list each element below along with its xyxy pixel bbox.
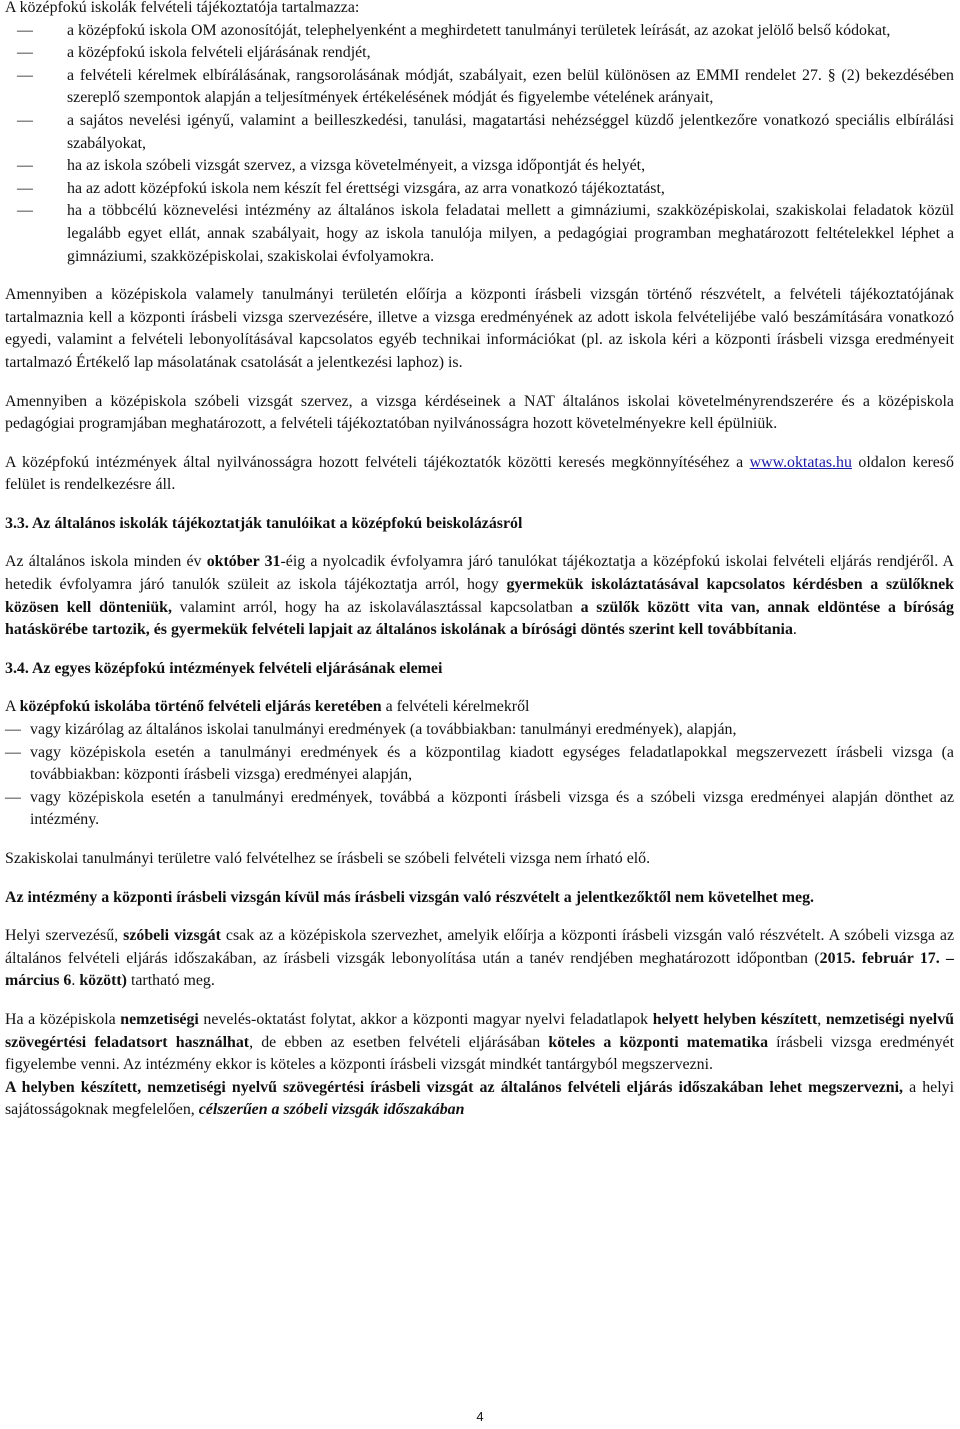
list-item: — a középfokú iskola felvételi eljárásának rendjét, — [5, 42, 954, 65]
text: , de ebben az esetben felvételi eljárásában — [249, 1033, 549, 1051]
text: Ha a középiskola — [5, 1010, 121, 1028]
paragraph-local-oral-exam — [5, 925, 954, 993]
list-item: — a felvételi kérelmek elbírálásának, rangsorolásának módját, szabályait, ezen belül különösen az EMMI rendelet 27. § (2) bekezdésében szereplő szempontok alapján a teljesítmények értékelésének módját és figyelembe vételének arányait, — [5, 65, 954, 110]
paragraph-oral-exam: Amennyiben a középiskola szóbeli vizsgát szervez, a vizsga kérdéseinek a NAT általános iskolai követelményrendszerére és a középiskola pedagógiai programjában meghatározott, a felvételi tájékoztatóban nyilvánosságra hozott követelményekre kell épülniük. — [5, 392, 954, 433]
section-number: 3.4. — [5, 659, 29, 677]
paragraph-vocational: Szakiskolai tanulmányi területre való felvételhez se írásbeli se szóbeli felvételi vizsga nem írható elő. — [5, 850, 651, 867]
text: a szülők között vita van, annak eldöntése a bíróság hatáskörébe tartozik, és gyermekük felvételi lapjait az általános iskolának a bírósági döntés szerint kell továbbítania — [5, 598, 955, 639]
paragraph-bold-rule — [5, 887, 954, 910]
text — [199, 1101, 465, 1118]
intro-heading: A középfokú iskolák felvételi tájékoztatója tartalmazza: — [5, 0, 360, 16]
text: gyermekük iskoláztatásával kapcsolatos kérdésben a szülőknek közösen kell dönteniük, — [5, 576, 954, 616]
section-heading-3-3 — [5, 513, 954, 536]
list-item: — ha az iskola szóbeli vizsgát szervez, a vizsga követelményeit, a vizsga időpontját és helyét, — [5, 155, 954, 178]
list-item: — a középfokú iskola OM azonosítóját, telephelyenként a meghirdetett tanulmányi területek leírását, az azokat jelölő belső kódokat, — [5, 20, 954, 43]
deadline: október 31 — [206, 553, 281, 571]
text: . — [792, 621, 797, 639]
text: A helyben készített, nemzetiségi nyelvű szövegértési írásbeli vizsgát az általános felvételi eljárás időszakában lehet megszervezni, — [5, 1078, 904, 1096]
text: Az intézmény a központi írásbeli vizsgán kívül más írásbeli vizsgán való részvételt a jelentkezőktől nem követelhet meg. — [5, 888, 814, 906]
text: nemzetiségi nyelvű szövegértési feladatsort használhat — [5, 1010, 954, 1051]
oktatas-link[interactable]: www.oktatas.hu — [749, 453, 852, 471]
text: -éig a nyolcadik évfolyamra járó tanulókat tájékoztatja a középfokú iskolai felvételi eljárás rendjéről. A hetedik évfolyamra járó tanulók szüleit az iskola tájékoztatja arról, hogy — [5, 553, 954, 594]
section-heading-3-4 — [5, 658, 954, 681]
text: oldalon kereső felület is rendelkezésre áll. — [5, 453, 954, 494]
text: csak az a középiskola szervezhet, amelyik előírja a központi írásbeli vizsgán való részvételt. A szóbeli vizsga az általános felvételi eljárás időszakában, az írásbeli vizsgák lebonyolítása után a tanév rendjében meghatározott időpontban ( — [5, 927, 955, 967]
list-item: — vagy középiskola esetén a tanulmányi eredmények és a központilag kiadott egységes feladatlapokkal megszervezett írásbeli vizsga (a továbbiakban: központi írásbeli vizsga) eredményei alapján, — [5, 742, 954, 787]
text: írásbeli vizsga eredményét figyelembe venni. Az intézmény ekkor is köteles a központi írásbeli vizsgát mindkét tantárgyból megszervezni. — [5, 1033, 954, 1074]
list-item: — ha az adott középfokú iskola nem készít fel érettségi vizsgára, az arra vonatkozó tájékoztatást, — [5, 178, 954, 201]
date-range: 2015. február 17. – március 6 — [5, 949, 955, 990]
text: valamint arról, hogy ha az iskolaválasztással kapcsolatban — [172, 598, 581, 616]
paragraph-central-exam: Amennyiben a középiskola valamely tanulmányi területén előírja a központi írásbeli vizsgán történő részvételt, a felvételi tájékoztatójának tartalmaznia kell a központi írásbeli vizsga szervezésére, illetve a vizsga eredményének az adott iskola felvételijébe való beszámítására vonatkozó egyedi, valamint a felvételi lebonyolításával kapcsolatos egyéb technikai információkat (pl. az iskola kéri a központi írásbeli vizsga eredményeit tartalmazó Értékelő lap másolatának csatolását a jelentkezési laphoz) is. — [5, 286, 954, 371]
section-number: 3.3. — [5, 514, 29, 532]
list-item: — a sajátos nevelési igényű, valamint a beilleszkedési, tanulási, magatartási nehézséggel küzdő jelentkezőre vonatkozó speciális elbírálási szabályokat, — [5, 110, 954, 155]
text: köteles a központi matematika — [548, 1033, 769, 1051]
list-item: — vagy kizárólag az általános iskolai tanulmányi eredmények (a továbbiakban: tanulmányi eredmények), alapján, — [5, 719, 954, 742]
paragraph-nationality — [5, 1009, 954, 1077]
text: Helyi szervezésű, — [5, 927, 124, 945]
text: célszerűen a szóbeli vizsgák időszakában — [198, 1101, 465, 1119]
paragraph-lead — [5, 696, 954, 719]
text: helyett helyben készített — [652, 1010, 818, 1028]
page-number: 4 — [476, 1409, 484, 1424]
text: nemzetiségi — [120, 1010, 199, 1028]
text: , — [817, 1010, 826, 1028]
text: szóbeli vizsgát — [123, 927, 221, 945]
text: a helyi sajátosságoknak megfelelően, — [5, 1078, 955, 1119]
text: a felvételi kérelmekről — [381, 698, 530, 716]
section-title: Az általános iskolák tájékoztatják tanulóikat a középfokú beiskolázásról — [31, 514, 523, 532]
paragraph-primary-school-info — [5, 551, 954, 641]
intro-list — [5, 20, 954, 269]
paragraph-search — [5, 452, 954, 497]
list-item: — vagy középiskola esetén a tanulmányi eredmények, továbbá a központi írásbeli vizsga és a szóbeli vizsga eredményei alapján dönthet az intézmény. — [5, 787, 954, 832]
text: . — [71, 972, 80, 990]
paragraph-last — [5, 1077, 954, 1122]
text: tartható meg. — [126, 972, 215, 990]
text: középfokú iskolába történő felvételi eljárás keretében — [19, 698, 382, 716]
text: nevelés-oktatást folytat, akkor a központi magyar nyelvi feladatlapok — [198, 1010, 653, 1028]
section-title: Az egyes középfokú intézmények felvételi eljárásának elemei — [31, 659, 443, 677]
decision-options-list — [5, 719, 954, 832]
text: között) — [79, 972, 127, 990]
text: Az általános iskola minden év — [5, 553, 207, 571]
text: A középfokú intézmények által nyilvánosságra hozott felvételi tájékoztatók közötti keresés megkönnyítéséhez a — [5, 453, 750, 471]
text: A — [5, 698, 20, 716]
list-item: — ha a többcélú köznevelési intézmény az általános iskola feladatai mellett a gimnáziumi, szakközépiskolai, szakiskolai feladatok közül legalább egyet ellát, annak szabályait, hogy az iskola tanulója milyen, a pedagógiai programban meghatározott feltételekkel léphet a gimnáziumi, szakközépiskolai, szakiskolai évfolyamokra. — [5, 200, 954, 268]
